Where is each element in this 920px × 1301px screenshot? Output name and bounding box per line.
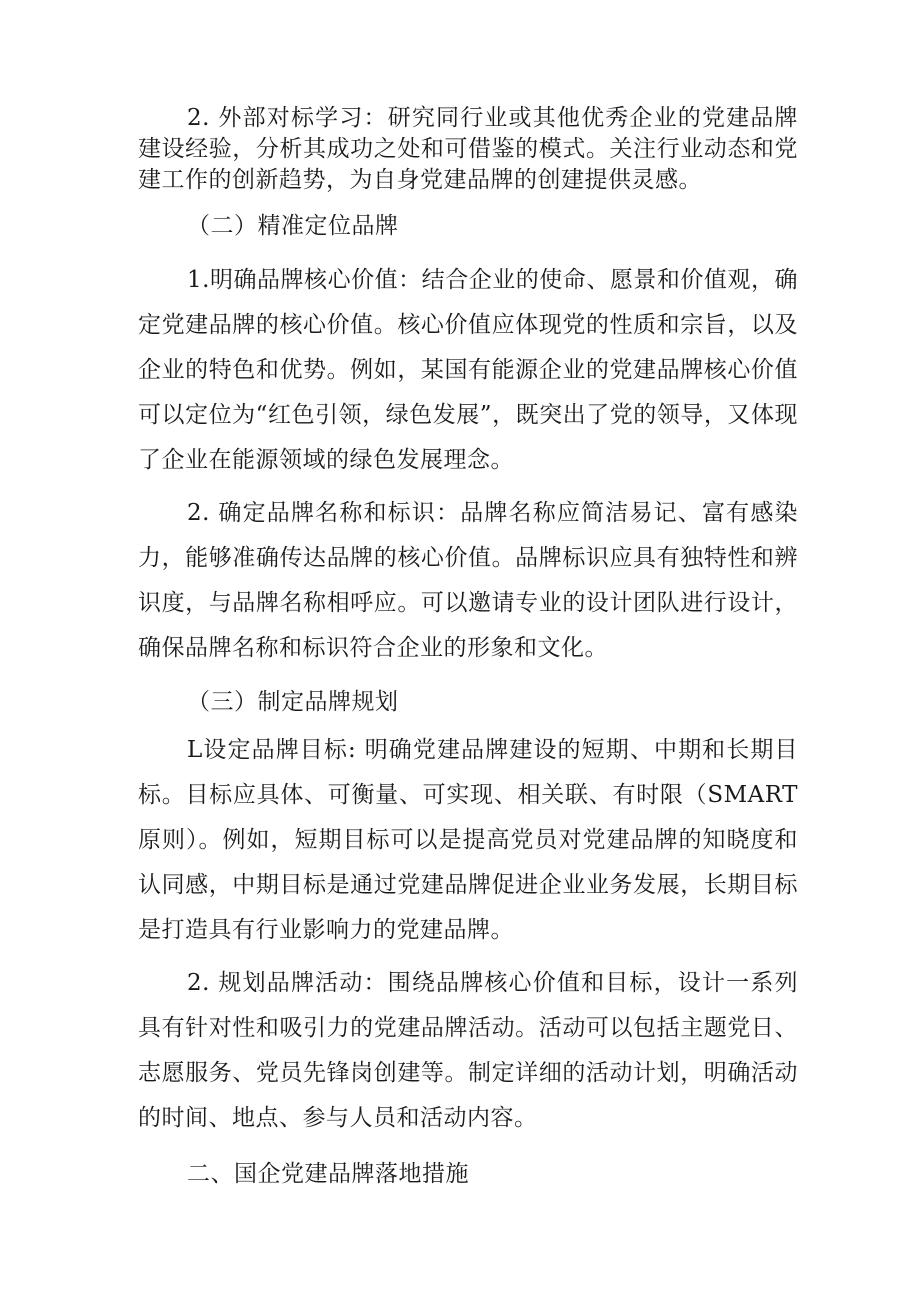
paragraph-core-value (138, 258, 798, 483)
section-heading-text: （二）精准定位品牌 (187, 213, 399, 239)
section-heading-positioning (138, 203, 798, 250)
paragraph-text: 结合企业的使命、愿景和价值观，确定党建品牌的核心价值。核心价值应体现党的性质和宗旨，以及企业的特色和优势。例如，某国有能源企业的党建品牌核心价值可以定位为“红色引领，绿色发展”，既突出了党的领导，又体现了企业在能源领域的绿色发展理念。 (138, 267, 799, 473)
paragraph-lead: 1.明确品牌核心价值： (187, 267, 422, 293)
section-heading-text: 二、国企党建品牌落地措施 (187, 1161, 469, 1187)
paragraph-lead: L设定品牌目标: (187, 737, 357, 763)
paragraph-lead: 2. 外部对标学习： (187, 105, 388, 131)
paragraph-lead: 2. 确定品牌名称和标识： (187, 500, 461, 526)
paragraph-text: 围绕品牌核心价值和目标，设计一系列具有针对性和吸引力的党建品牌活动。活动可以包括主题党日、志愿服务、党员先锋岗创建等。制定详细的活动计划，明确活动的时间、地点、参与人员和活动内容。 (138, 970, 798, 1131)
paragraph-text: 明确党建品牌建设的短期、中期和长期目标。目标应具体、可衡量、可实现、相关联、有时限（SMART原则）。例如，短期目标可以是提高党员对党建品牌的知晓度和认同感，中期目标是通过党建品牌促进企业业务发展，长期目标是打造具有行业影响力的党建品牌。 (138, 737, 799, 943)
section-heading-implementation (138, 1151, 798, 1198)
paragraph-lead: 2. 规划品牌活动： (187, 970, 388, 996)
paragraph-text: 研究同行业或其他优秀企业的党建品牌建设经验，分析其成功之处和可借鉴的模式。关注行业动态和党建工作的创新趋势，为自身党建品牌的创建提供灵感。 (138, 105, 798, 193)
document-body (138, 103, 798, 1198)
section-heading-text: （三）制定品牌规划 (187, 689, 399, 715)
paragraph-text: 品牌名称应简洁易记、富有感染力，能够准确传达品牌的核心价值。品牌标识应具有独特性和辨识度，与品牌名称相呼应。可以邀请专业的设计团队进行设计，确保品牌名称和标识符合企业的形象和文化。 (138, 500, 798, 661)
paragraph-brand-name-logo (138, 491, 798, 671)
paragraph-brand-goals (138, 728, 798, 953)
paragraph-external-benchmarking (138, 103, 798, 196)
section-heading-planning (138, 679, 798, 726)
paragraph-brand-activities (138, 961, 798, 1141)
